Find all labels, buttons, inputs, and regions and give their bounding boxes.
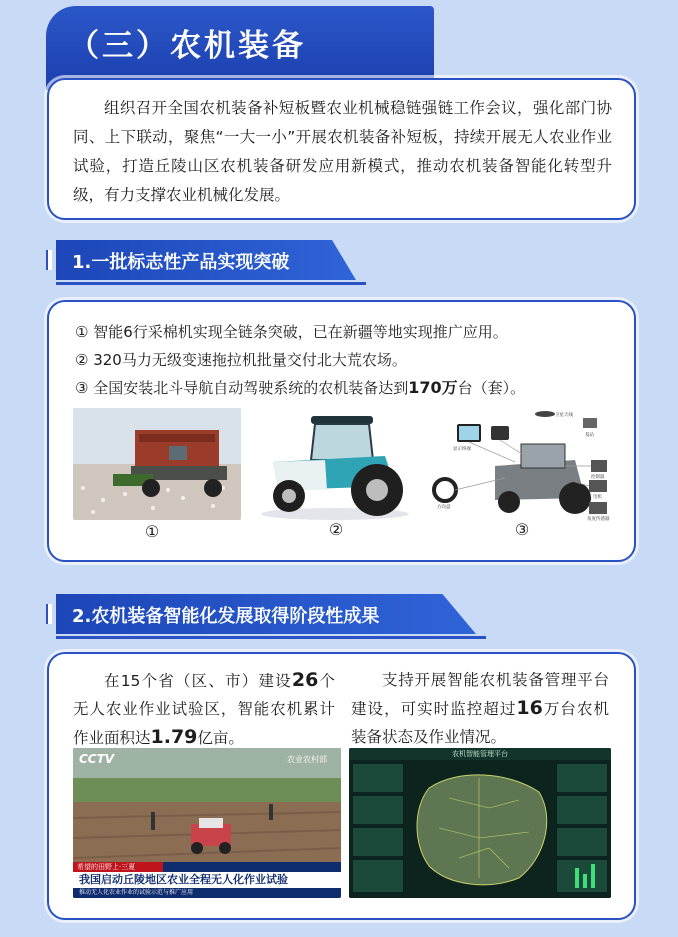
tractor-image	[255, 406, 415, 522]
section2-card	[47, 652, 636, 920]
right-column-text: 支持开展智能农机装备管理平台建设，可实时监控超过16万台农机装备状态及作业情况。	[351, 671, 609, 746]
highlight-number: 16	[516, 697, 543, 719]
farm-machinery-dashboard	[349, 748, 611, 898]
caption-2: ②	[328, 520, 344, 539]
achievement-list	[75, 318, 614, 402]
intro-card	[47, 78, 636, 220]
list-item: ② 320马力无级变速拖拉机批量交付北大荒农场。	[75, 351, 407, 369]
highlight-number: 1.79	[150, 726, 198, 748]
highlight-number: 170万	[408, 378, 458, 397]
left-column-text: 在15个省（区、市）建设26个无人农业作业试验区，智能农机累计作业面积达1.79亿亩。	[73, 669, 335, 748]
section1-title: 1.一批标志性产品实现突破	[72, 252, 290, 273]
dashboard-title: 农机智能管理平台	[452, 750, 508, 758]
cotton-picker-image	[73, 408, 241, 520]
news-ticker-top: 希望的田野上·三夏	[77, 863, 136, 871]
cctv-logo: CCTV	[79, 752, 115, 766]
diagram-label: 角度传感器	[587, 517, 610, 522]
diagram-label: 基站	[585, 433, 594, 438]
list-item: ③ 全国安装北斗导航自动驾驶系统的农机装备达到170万台（套）。	[75, 378, 526, 397]
cctv-tag: 农业农村部	[287, 755, 327, 764]
section1-heading	[46, 240, 356, 280]
list-item: ① 智能6行采棉机实现全链条突破，已在新疆等地实现推广应用。	[75, 323, 508, 341]
section2-heading	[46, 594, 476, 634]
diagram-label: 卫星天线	[555, 413, 573, 418]
caption-1: ①	[144, 522, 160, 541]
section1-card	[47, 300, 636, 562]
highlight-number: 26	[291, 669, 319, 691]
page-title: （三）农机装备	[68, 28, 306, 64]
intro-text: 组织召开全国农机装备补短板暨农业机械稳链强链工作会议，强化部门协同、上下联动，聚焦“一大一小”开展农机装备补短板，持续开展无人农业作业试验，打造丘陵山区农机装备研发应用新模式，推动农机装备智能化转型升级，有力支撑农业机械化发展。	[73, 99, 612, 204]
diagram-label: 方向盘	[437, 505, 451, 510]
caption-3: ③	[514, 520, 530, 539]
diagram-label: 显示终端	[453, 447, 471, 452]
news-headline: 我国启动丘陵地区农业全程无人化作业试验	[79, 873, 288, 886]
beidou-system-diagram	[425, 406, 615, 526]
diagram-label: 电机	[593, 495, 602, 500]
news-subline: 推动无人化农业作业的试验示范与推广应用	[79, 889, 194, 896]
cctv-news-screenshot	[73, 748, 341, 898]
diagram-label: 控制器	[591, 475, 605, 480]
section2-title: 2.农机装备智能化发展取得阶段性成果	[72, 606, 380, 627]
